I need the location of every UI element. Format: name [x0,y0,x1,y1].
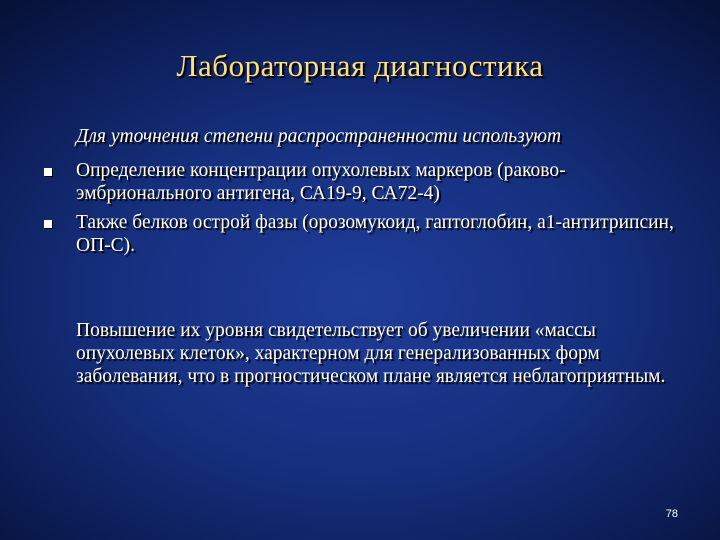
square-bullet-icon [44,168,52,176]
bullet-text: Также белков острой фазы (орозомукоид, гаптоглобин, а1-антитрипсин, ОП-С). [76,212,674,256]
bullet-item [76,159,696,205]
bullet-list [76,159,696,263]
intro-text: Для уточнения степени распространенности используют [76,126,562,147]
conclusion-paragraph: Повышение их уровня свидетельствует об увеличении «массы опухолевых клеток», характерном для генерализованных форм заболевания, что в прогностическом плане является неблагоприятным. [76,320,666,387]
page-number: 78 [665,508,678,520]
bullet-item [76,211,696,257]
bullet-text: Определение концентрации опухолевых маркеров (раково-эмбрионального антигена, СА19-9, СА72-4) [76,160,566,204]
square-bullet-icon [44,220,52,228]
slide-title: Лабораторная диагностика [176,48,544,83]
